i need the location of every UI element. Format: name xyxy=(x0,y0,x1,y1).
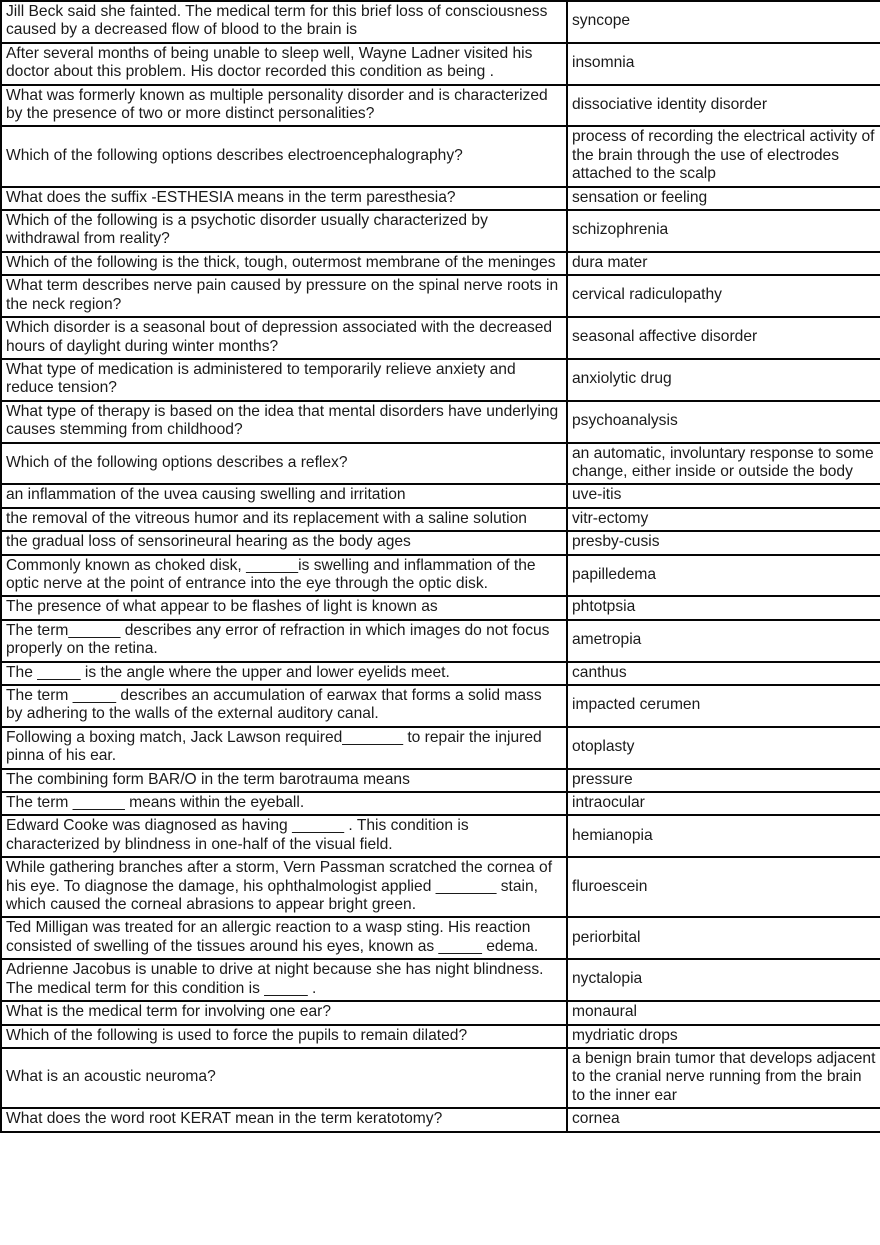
question-cell: What type of therapy is based on the idea that mental disorders have underlying causes stemming from childhood? xyxy=(1,401,567,443)
answer-cell: psychoanalysis xyxy=(567,401,880,443)
table-row xyxy=(1,531,880,554)
question-cell: Commonly known as choked disk, ______is swelling and inflammation of the optic nerve at the point of entrance into the eye through the optic disk. xyxy=(1,555,567,597)
answer-cell: insomnia xyxy=(567,43,880,85)
question-cell: What is the medical term for involving one ear? xyxy=(1,1001,567,1024)
answer-cell: intraocular xyxy=(567,792,880,815)
table-row xyxy=(1,620,880,662)
answer-cell: fluroescein xyxy=(567,857,880,917)
table-row xyxy=(1,1,880,43)
table-row xyxy=(1,187,880,210)
table-row xyxy=(1,85,880,127)
question-cell: Jill Beck said she fainted. The medical term for this brief loss of consciousness caused by a decreased flow of blood to the brain is xyxy=(1,1,567,43)
qa-table-body xyxy=(1,1,880,1132)
answer-cell: papilledema xyxy=(567,555,880,597)
answer-cell: nyctalopia xyxy=(567,959,880,1001)
question-cell: What type of medication is administered to temporarily relieve anxiety and reduce tension? xyxy=(1,359,567,401)
question-cell: What term describes nerve pain caused by pressure on the spinal nerve roots in the neck region? xyxy=(1,275,567,317)
table-row xyxy=(1,1108,880,1131)
answer-cell: ametropia xyxy=(567,620,880,662)
question-cell: Which of the following options describes electroencephalography? xyxy=(1,126,567,186)
answer-cell: a benign brain tumor that develops adjacent to the cranial nerve running from the brain to the inner ear xyxy=(567,1048,880,1108)
question-cell: While gathering branches after a storm, Vern Passman scratched the cornea of his eye. To diagnose the damage, his ophthalmologist applied _______ stain, which caused the corneal abrasions to appear bright green. xyxy=(1,857,567,917)
table-row xyxy=(1,917,880,959)
table-row xyxy=(1,1025,880,1048)
answer-cell: dura mater xyxy=(567,252,880,275)
question-cell: After several months of being unable to sleep well, Wayne Ladner visited his doctor about this problem. His doctor recorded this condition as being . xyxy=(1,43,567,85)
question-cell: Ted Milligan was treated for an allergic reaction to a wasp sting. His reaction consisted of swelling of the tissues around his eyes, known as _____ edema. xyxy=(1,917,567,959)
answer-cell: presby-cusis xyxy=(567,531,880,554)
answer-cell: canthus xyxy=(567,662,880,685)
table-row xyxy=(1,443,880,485)
answer-cell: seasonal affective disorder xyxy=(567,317,880,359)
question-cell: the gradual loss of sensorineural hearing as the body ages xyxy=(1,531,567,554)
table-row xyxy=(1,484,880,507)
question-cell: The combining form BAR/O in the term barotrauma means xyxy=(1,769,567,792)
table-row xyxy=(1,555,880,597)
table-row xyxy=(1,792,880,815)
answer-cell: periorbital xyxy=(567,917,880,959)
table-row xyxy=(1,126,880,186)
answer-cell: sensation or feeling xyxy=(567,187,880,210)
answer-cell: phtotpsia xyxy=(567,596,880,619)
answer-cell: cornea xyxy=(567,1108,880,1131)
table-row xyxy=(1,685,880,727)
answer-cell: an automatic, involuntary response to some change, either inside or outside the body xyxy=(567,443,880,485)
question-cell: The term _____ describes an accumulation of earwax that forms a solid mass by adhering to the walls of the external auditory canal. xyxy=(1,685,567,727)
table-row xyxy=(1,359,880,401)
question-cell: Which of the following is used to force the pupils to remain dilated? xyxy=(1,1025,567,1048)
answer-cell: vitr-ectomy xyxy=(567,508,880,531)
question-cell: the removal of the vitreous humor and its replacement with a saline solution xyxy=(1,508,567,531)
answer-cell: otoplasty xyxy=(567,727,880,769)
table-row xyxy=(1,252,880,275)
answer-cell: syncope xyxy=(567,1,880,43)
answer-cell: process of recording the electrical activity of the brain through the use of electrodes attached to the scalp xyxy=(567,126,880,186)
table-row xyxy=(1,596,880,619)
question-cell: an inflammation of the uvea causing swelling and irritation xyxy=(1,484,567,507)
table-row xyxy=(1,857,880,917)
table-row xyxy=(1,727,880,769)
table-row xyxy=(1,210,880,252)
answer-cell: uve-itis xyxy=(567,484,880,507)
question-cell: The term ______ means within the eyeball. xyxy=(1,792,567,815)
answer-cell: impacted cerumen xyxy=(567,685,880,727)
table-row xyxy=(1,815,880,857)
answer-cell: anxiolytic drug xyxy=(567,359,880,401)
question-cell: The _____ is the angle where the upper and lower eyelids meet. xyxy=(1,662,567,685)
question-cell: The presence of what appear to be flashes of light is known as xyxy=(1,596,567,619)
answer-cell: dissociative identity disorder xyxy=(567,85,880,127)
question-cell: Which of the following is the thick, tough, outermost membrane of the meninges xyxy=(1,252,567,275)
table-row xyxy=(1,769,880,792)
answer-cell: hemianopia xyxy=(567,815,880,857)
table-row xyxy=(1,401,880,443)
answer-cell: pressure xyxy=(567,769,880,792)
question-cell: Edward Cooke was diagnosed as having ______ . This condition is characterized by blindness in one-half of the visual field. xyxy=(1,815,567,857)
table-row xyxy=(1,662,880,685)
answer-cell: mydriatic drops xyxy=(567,1025,880,1048)
question-cell: Adrienne Jacobus is unable to drive at night because she has night blindness. The medical term for this condition is _____ . xyxy=(1,959,567,1001)
table-row xyxy=(1,317,880,359)
answer-cell: cervical radiculopathy xyxy=(567,275,880,317)
question-cell: The term______ describes any error of refraction in which images do not focus properly on the retina. xyxy=(1,620,567,662)
answer-cell: monaural xyxy=(567,1001,880,1024)
table-row xyxy=(1,1001,880,1024)
question-cell: Following a boxing match, Jack Lawson required_______ to repair the injured pinna of his ear. xyxy=(1,727,567,769)
question-cell: What does the suffix -ESTHESIA means in the term paresthesia? xyxy=(1,187,567,210)
table-row xyxy=(1,43,880,85)
table-row xyxy=(1,275,880,317)
question-cell: Which of the following is a psychotic disorder usually characterized by withdrawal from reality? xyxy=(1,210,567,252)
question-cell: Which of the following options describes a reflex? xyxy=(1,443,567,485)
question-cell: What does the word root KERAT mean in the term keratotomy? xyxy=(1,1108,567,1131)
question-cell: What was formerly known as multiple personality disorder and is characterized by the presence of two or more distinct personalities? xyxy=(1,85,567,127)
table-row xyxy=(1,959,880,1001)
answer-cell: schizophrenia xyxy=(567,210,880,252)
question-cell: What is an acoustic neuroma? xyxy=(1,1048,567,1108)
table-row xyxy=(1,508,880,531)
question-cell: Which disorder is a seasonal bout of depression associated with the decreased hours of daylight during winter months? xyxy=(1,317,567,359)
table-row xyxy=(1,1048,880,1108)
